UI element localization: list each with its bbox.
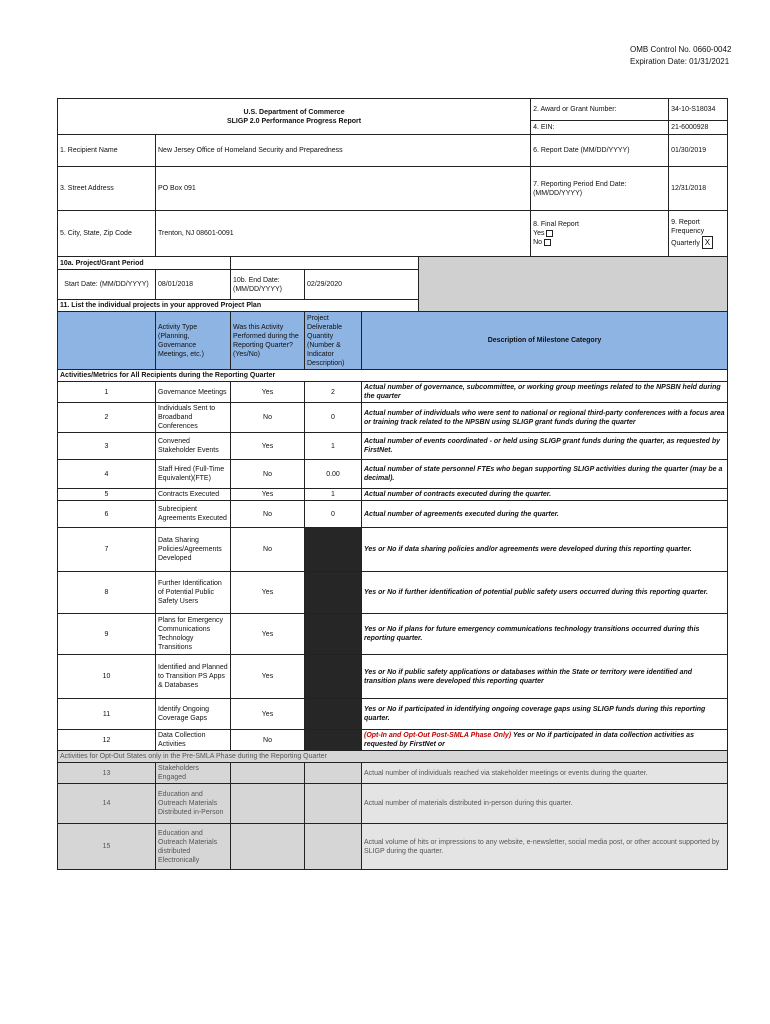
- table-row: [58, 572, 728, 614]
- performed-cell: No: [231, 501, 305, 528]
- milestone-description-cell: [362, 614, 728, 655]
- milestone-description-text: Actual number of contracts executed during the quarter.: [364, 491, 552, 498]
- row-number: 10: [58, 655, 156, 699]
- milestone-description-cell: [362, 655, 728, 699]
- final-report-yes-label: Yes: [533, 230, 545, 237]
- quantity-cell: [305, 572, 362, 614]
- ein-value: 21-6000928: [669, 121, 728, 135]
- award-number-label: 2. Award or Grant Number:: [531, 99, 669, 121]
- performed-cell: [231, 763, 305, 784]
- row-number: 12: [58, 730, 156, 751]
- report-date-value: 01/30/2019: [669, 135, 728, 167]
- end-date-label: 10b. End Date: (MM/DD/YYYY): [231, 270, 305, 300]
- activity-type-cell: Data Sharing Policies/Agreements Developed: [156, 528, 231, 572]
- milestone-description-cell: Actual volume of hits or impressions to any website, e-newsletter, social media post, or other account supported by SLIGP during the quarter.: [362, 824, 728, 870]
- shaded-block: [419, 257, 728, 312]
- all-recipients-section-heading: Activities/Metrics for All Recipients during the Reporting Quarter: [58, 370, 728, 382]
- activity-type-cell: Identify Ongoing Coverage Gaps: [156, 699, 231, 730]
- table-row: [58, 403, 728, 433]
- row-number: 15: [58, 824, 156, 870]
- milestone-description-cell: [362, 460, 728, 489]
- milestone-description-text: Yes or No if data sharing policies and/or agreements were developed during this reporting quarter.: [364, 546, 692, 553]
- milestone-description-cell: [362, 730, 728, 751]
- table-row: [58, 699, 728, 730]
- activity-type-cell: Identified and Planned to Transition PS Apps & Databases: [156, 655, 231, 699]
- milestone-description-text: Yes or No if participated in data collection activities as requested by FirstNet or: [364, 732, 694, 748]
- row-number: 8: [58, 572, 156, 614]
- milestone-description-text: Actual number of governance, subcommittee, or working group meetings related to the NPSBN held during the quarter: [364, 384, 721, 400]
- milestone-description-cell: Actual number of materials distributed in-person during this quarter.: [362, 784, 728, 824]
- milestone-description-text: Yes or No if public safety applications or databases within the State or territory were identified and transition plans were developed this reporting quarter: [364, 668, 693, 685]
- table-row: [58, 614, 728, 655]
- table-row: [58, 655, 728, 699]
- omb-block: [630, 44, 742, 68]
- milestone-description-text: Actual number of events coordinated - or held using SLIGP grant funds during the quarter, as requested by FirstNet.: [364, 438, 721, 454]
- milestone-description-cell: [362, 699, 728, 730]
- final-report-label: 8. Final Report: [533, 221, 579, 228]
- performed-cell: Yes: [231, 614, 305, 655]
- milestone-description-cell: [362, 403, 728, 433]
- period-end-label: 7. Reporting Period End Date: (MM/DD/YYYY): [531, 167, 669, 211]
- performed-header: Was this Activity Performed during the Reporting Quarter? (Yes/No): [231, 312, 305, 370]
- performed-cell: Yes: [231, 382, 305, 403]
- row-number: 7: [58, 528, 156, 572]
- table-row: [58, 489, 728, 501]
- performed-cell: Yes: [231, 433, 305, 460]
- street-address-label: 3. Street Address: [58, 167, 156, 211]
- final-report-yes-checkbox[interactable]: [546, 230, 553, 237]
- quantity-cell: 2: [305, 382, 362, 403]
- milestone-description-cell: [362, 572, 728, 614]
- opt-out-section-row: [58, 751, 728, 763]
- milestone-description-text: Yes or No if plans for future emergency communications technology transitions occurred during this reporting quarter.: [364, 626, 700, 642]
- performed-cell: [231, 824, 305, 870]
- milestone-description-text: Yes or No if further identification of potential public safety users occurred during this reporting quarter.: [364, 589, 708, 596]
- grant-period-label: 10a. Project/Grant Period: [58, 257, 231, 270]
- recipient-name-label: 1. Recipient Name: [58, 135, 156, 167]
- table-row: [58, 763, 728, 784]
- performed-cell: Yes: [231, 489, 305, 501]
- quantity-cell: 1: [305, 433, 362, 460]
- row-number: 13: [58, 763, 156, 784]
- final-report-cell: [531, 211, 669, 257]
- milestone-description-header: Description of Milestone Category: [362, 312, 728, 370]
- milestone-description-cell: [362, 433, 728, 460]
- report-frequency-checkbox[interactable]: X: [702, 236, 713, 249]
- quantity-cell: [305, 763, 362, 784]
- row-number: 11: [58, 699, 156, 730]
- performed-cell: No: [231, 528, 305, 572]
- start-date-value: 08/01/2018: [156, 270, 231, 300]
- milestone-description-cell: [362, 501, 728, 528]
- quantity-cell: [305, 730, 362, 751]
- table-row: [58, 784, 728, 824]
- activity-type-cell: Further Identification of Potential Public Safety Users: [156, 572, 231, 614]
- row-number: 3: [58, 433, 156, 460]
- city-state-zip-value: Trenton, NJ 08601-0091: [156, 211, 531, 257]
- quantity-cell: 1: [305, 489, 362, 501]
- row-number: 14: [58, 784, 156, 824]
- recipient-name-value: New Jersey Office of Homeland Security and Preparedness: [156, 135, 531, 167]
- milestone-description-text: Actual number of individuals who were sent to national or regional third-party conferences with a focus area or training track related to the NPSBN using SLIGP grant funds during the quarter: [364, 409, 725, 426]
- activity-type-cell: Convened Stakeholder Events: [156, 433, 231, 460]
- milestone-description-cell: [362, 489, 728, 501]
- activity-type-cell: Stakeholders Engaged: [156, 763, 231, 784]
- quantity-cell: [305, 655, 362, 699]
- omb-control-number: OMB Control No. 0660-0042: [630, 45, 732, 54]
- final-report-no-label: No: [533, 239, 543, 246]
- report-table: [57, 98, 728, 870]
- report-frequency-cell: [669, 211, 728, 257]
- performed-cell: Yes: [231, 572, 305, 614]
- form-title-line1: U.S. Department of Commerce: [243, 108, 345, 116]
- row-number: 6: [58, 501, 156, 528]
- milestone-description-text: Actual number of agreements executed during the quarter.: [364, 510, 559, 518]
- opt-in-out-note: (Opt-In and Opt-Out Post-SMLA Phase Only): [364, 732, 512, 739]
- end-date-value: 02/29/2020: [305, 270, 419, 300]
- milestone-description-text: Actual number of state personnel FTEs who began supporting SLIGP activities during the quarter (may be a decimal).: [364, 466, 723, 482]
- quantity-cell: [305, 824, 362, 870]
- table-row: [58, 382, 728, 403]
- projects-heading: 11. List the individual projects in your approved Project Plan: [58, 300, 419, 312]
- performance-report-form: [57, 98, 727, 870]
- milestone-description-cell: Actual number of individuals reached via stakeholder meetings or events during the quarter.: [362, 763, 728, 784]
- activity-type-cell: Plans for Emergency Communications Technology Transitions: [156, 614, 231, 655]
- report-frequency-label: 9. Report Frequency: [671, 219, 705, 235]
- quantity-cell: [305, 614, 362, 655]
- opt-out-section-heading: Activities for Opt-Out States only in the Pre-SMLA Phase during the Reporting Quarter: [58, 751, 728, 763]
- quantity-cell: [305, 784, 362, 824]
- start-date-label: Start Date: (MM/DD/YYYY): [58, 270, 156, 300]
- activity-type-cell: Education and Outreach Materials Distributed in-Person: [156, 784, 231, 824]
- grant-period-blank: [231, 257, 419, 270]
- row-number: 9: [58, 614, 156, 655]
- report-frequency-value: Quarterly: [671, 240, 700, 247]
- quantity-cell: [305, 528, 362, 572]
- table-row: [58, 824, 728, 870]
- form-title: [58, 99, 531, 135]
- activity-type-cell: Education and Outreach Materials distributed Electronically: [156, 824, 231, 870]
- quantity-cell: 0: [305, 403, 362, 433]
- final-report-no-checkbox[interactable]: [544, 239, 551, 246]
- award-number-value: 34-10-S18034: [669, 99, 728, 121]
- activity-type-header: Activity Type (Planning, Governance Meetings, etc.): [156, 312, 231, 370]
- table-row: [58, 501, 728, 528]
- report-date-label: 6. Report Date (MM/DD/YYYY): [531, 135, 669, 167]
- ein-label: 4. EIN:: [531, 121, 669, 135]
- row-number: 1: [58, 382, 156, 403]
- performed-cell: No: [231, 730, 305, 751]
- performed-cell: Yes: [231, 655, 305, 699]
- activity-type-cell: Governance Meetings: [156, 382, 231, 403]
- row-number: 5: [58, 489, 156, 501]
- performed-cell: No: [231, 403, 305, 433]
- activity-type-cell: Contracts Executed: [156, 489, 231, 501]
- performed-cell: No: [231, 460, 305, 489]
- milestone-description-cell: [362, 528, 728, 572]
- table-row: [58, 433, 728, 460]
- quantity-cell: [305, 699, 362, 730]
- milestone-description-cell: [362, 382, 728, 403]
- activity-type-cell: Data Collection Activities: [156, 730, 231, 751]
- activity-type-cell: Individuals Sent to Broadband Conferences: [156, 403, 231, 433]
- street-address-value: PO Box 091: [156, 167, 531, 211]
- row-number: 4: [58, 460, 156, 489]
- city-state-zip-label: 5. City, State, Zip Code: [58, 211, 156, 257]
- activity-type-cell: Staff Hired (Full-Time Equivalent)(FTE): [156, 460, 231, 489]
- row-number: 2: [58, 403, 156, 433]
- table-row: [58, 730, 728, 751]
- number-column-header: [58, 312, 156, 370]
- table-row: [58, 528, 728, 572]
- performed-cell: Yes: [231, 699, 305, 730]
- quantity-cell: 0: [305, 501, 362, 528]
- period-end-value: 12/31/2018: [669, 167, 728, 211]
- quantity-header: Project Deliverable Quantity (Number & Indicator Description): [305, 312, 362, 370]
- omb-expiration-date: Expiration Date: 01/31/2021: [630, 57, 730, 66]
- form-title-line2: SLIGP 2.0 Performance Progress Report: [226, 117, 362, 125]
- activity-type-cell: Subrecipient Agreements Executed: [156, 501, 231, 528]
- quantity-cell: 0.00: [305, 460, 362, 489]
- milestone-description-text: Yes or No if participated in identifying ongoing coverage gaps using SLIGP funds during this reporting quarter.: [364, 706, 706, 722]
- table-row: [58, 460, 728, 489]
- performed-cell: [231, 784, 305, 824]
